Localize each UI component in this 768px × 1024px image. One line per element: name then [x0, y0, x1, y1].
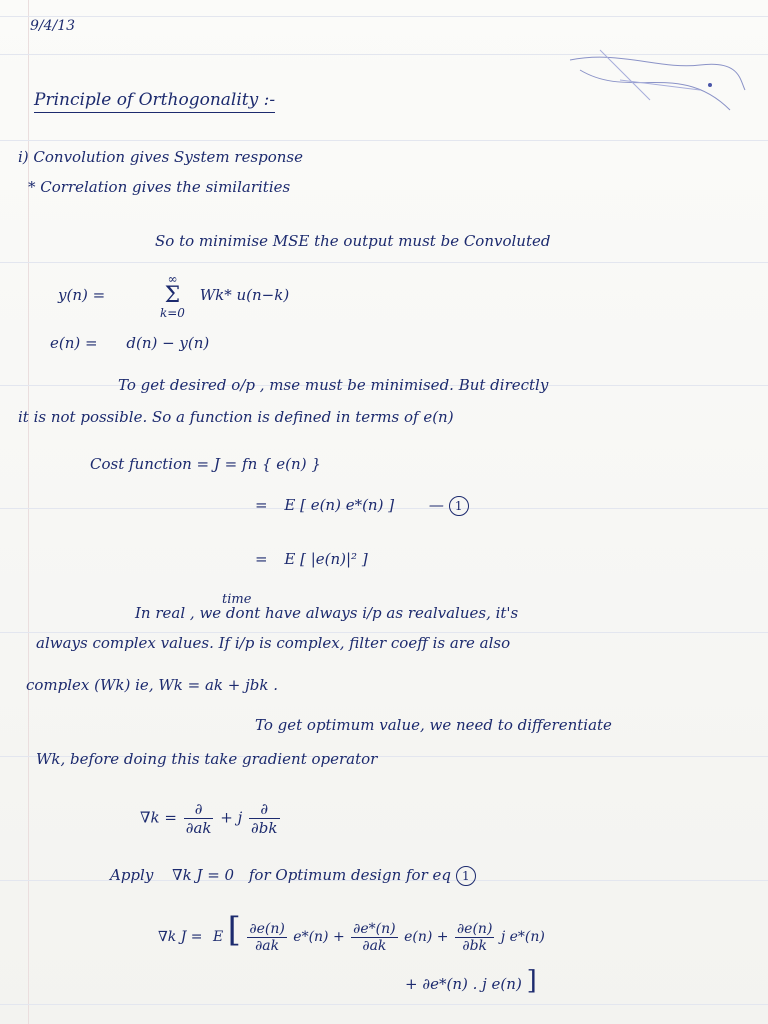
- term1-fraction: [247, 921, 286, 954]
- term3-den: ∂bk: [462, 937, 488, 954]
- sum-upper-limit: ∞: [167, 272, 178, 286]
- grad-fraction-a: [184, 800, 214, 837]
- term3-mul: j e*(n): [500, 929, 545, 945]
- term1-num: ∂e(n): [249, 920, 285, 937]
- close-bracket: ]: [526, 966, 537, 996]
- bullet-convolution: i) Convolution gives System response: [18, 148, 304, 166]
- time-insertion: time: [222, 592, 252, 607]
- ruled-line: [0, 140, 768, 141]
- ruled-line: [0, 632, 768, 633]
- para2-line4: To get optimum value, we need to differentiate: [255, 716, 612, 734]
- cost-eq-2-prefix: =: [255, 550, 268, 568]
- para2-line1: In real , we dont have always i/p as realvalues, it's: [135, 604, 519, 622]
- term3-num: ∂e(n): [456, 920, 493, 937]
- term2-mul: e(n) +: [404, 929, 449, 945]
- eq-yn-lhs: y(n) =: [58, 286, 106, 304]
- term3-fraction: [455, 921, 494, 954]
- final-eq-line2: [405, 966, 537, 996]
- term2-den: ∂ak: [362, 937, 387, 954]
- date: 9/4/13: [30, 18, 76, 34]
- cost-eq-2-content: E [ |e(n)|² ]: [284, 550, 368, 568]
- para2-line5: Wk, before doing this take gradient operator: [36, 750, 378, 768]
- final-lhs: ∇k J =: [158, 929, 203, 945]
- para2-line3: complex (Wk) ie, Wk = ak + jbk .: [26, 676, 278, 694]
- para2-line2: always complex values. If i/p is complex, filter coeff is are also: [36, 634, 511, 652]
- para1-line1: To get desired o/p , mse must be minimised. But directly: [118, 376, 549, 394]
- minimise-mse-line: So to minimise MSE the output must be Convoluted: [155, 232, 551, 250]
- grad-fraction-a-den: ∂ak: [185, 819, 212, 837]
- grad-fraction-b: [249, 800, 279, 837]
- equation-tag-1-ref: 1: [456, 866, 476, 886]
- page-title: Principle of Orthogonality :-: [34, 90, 275, 113]
- ruled-line: [0, 1004, 768, 1005]
- term1-den: ∂ak: [255, 937, 280, 954]
- eq-en-rhs: d(n) − y(n): [126, 334, 210, 352]
- sum-sign: Σ: [164, 283, 181, 308]
- para1-line2: it is not possible. So a function is defined in terms of e(n): [18, 408, 454, 426]
- apply-line: [110, 866, 476, 886]
- grad-fraction-b-num: ∂: [249, 800, 279, 819]
- eq-en-lhs: e(n) =: [50, 334, 98, 352]
- term2-num: ∂e*(n): [353, 920, 396, 937]
- apply-prefix: Apply: [110, 866, 154, 884]
- term1-mul: e*(n) +: [293, 929, 345, 945]
- equation-tag-1: 1: [449, 496, 469, 516]
- grad-fraction-a-num: ∂: [184, 800, 214, 819]
- cost-eq-1-dash: —: [428, 496, 444, 514]
- final-gradient-eq: [158, 910, 545, 954]
- grad-plus-j: + j: [220, 808, 243, 827]
- eq-yn-term: Wk* u(n−k): [199, 286, 290, 304]
- pen-scribble: [560, 40, 750, 130]
- cost-eq-1: [255, 496, 469, 516]
- eq-yn: [58, 272, 289, 320]
- grad-fraction-b-den: ∂bk: [251, 819, 278, 837]
- grad-lhs: ∇k =: [140, 808, 177, 827]
- ruled-line: [0, 16, 768, 17]
- eq-en: [50, 334, 209, 352]
- cost-eq-1-content: E [ e(n) e*(n) ]: [284, 496, 395, 514]
- open-bracket: [: [227, 910, 241, 950]
- cost-eq-1-prefix: =: [255, 496, 268, 514]
- cost-function-line: Cost function = J = fn { e(n) }: [90, 455, 321, 473]
- gradient-operator-eq: [140, 800, 282, 837]
- final-eq-line2-text: + ∂e*(n) . j e(n): [405, 975, 522, 993]
- apply-expression: ∇k J = 0: [172, 866, 235, 884]
- bullet-correlation: * Correlation gives the similarities: [28, 178, 291, 196]
- apply-suffix: for Optimum design for eq: [248, 866, 452, 884]
- cost-eq-2: [255, 550, 368, 568]
- sum-lower-limit: k=0: [159, 306, 185, 320]
- ruled-line: [0, 262, 768, 263]
- final-E: E: [212, 929, 224, 945]
- term2-fraction: [351, 921, 397, 954]
